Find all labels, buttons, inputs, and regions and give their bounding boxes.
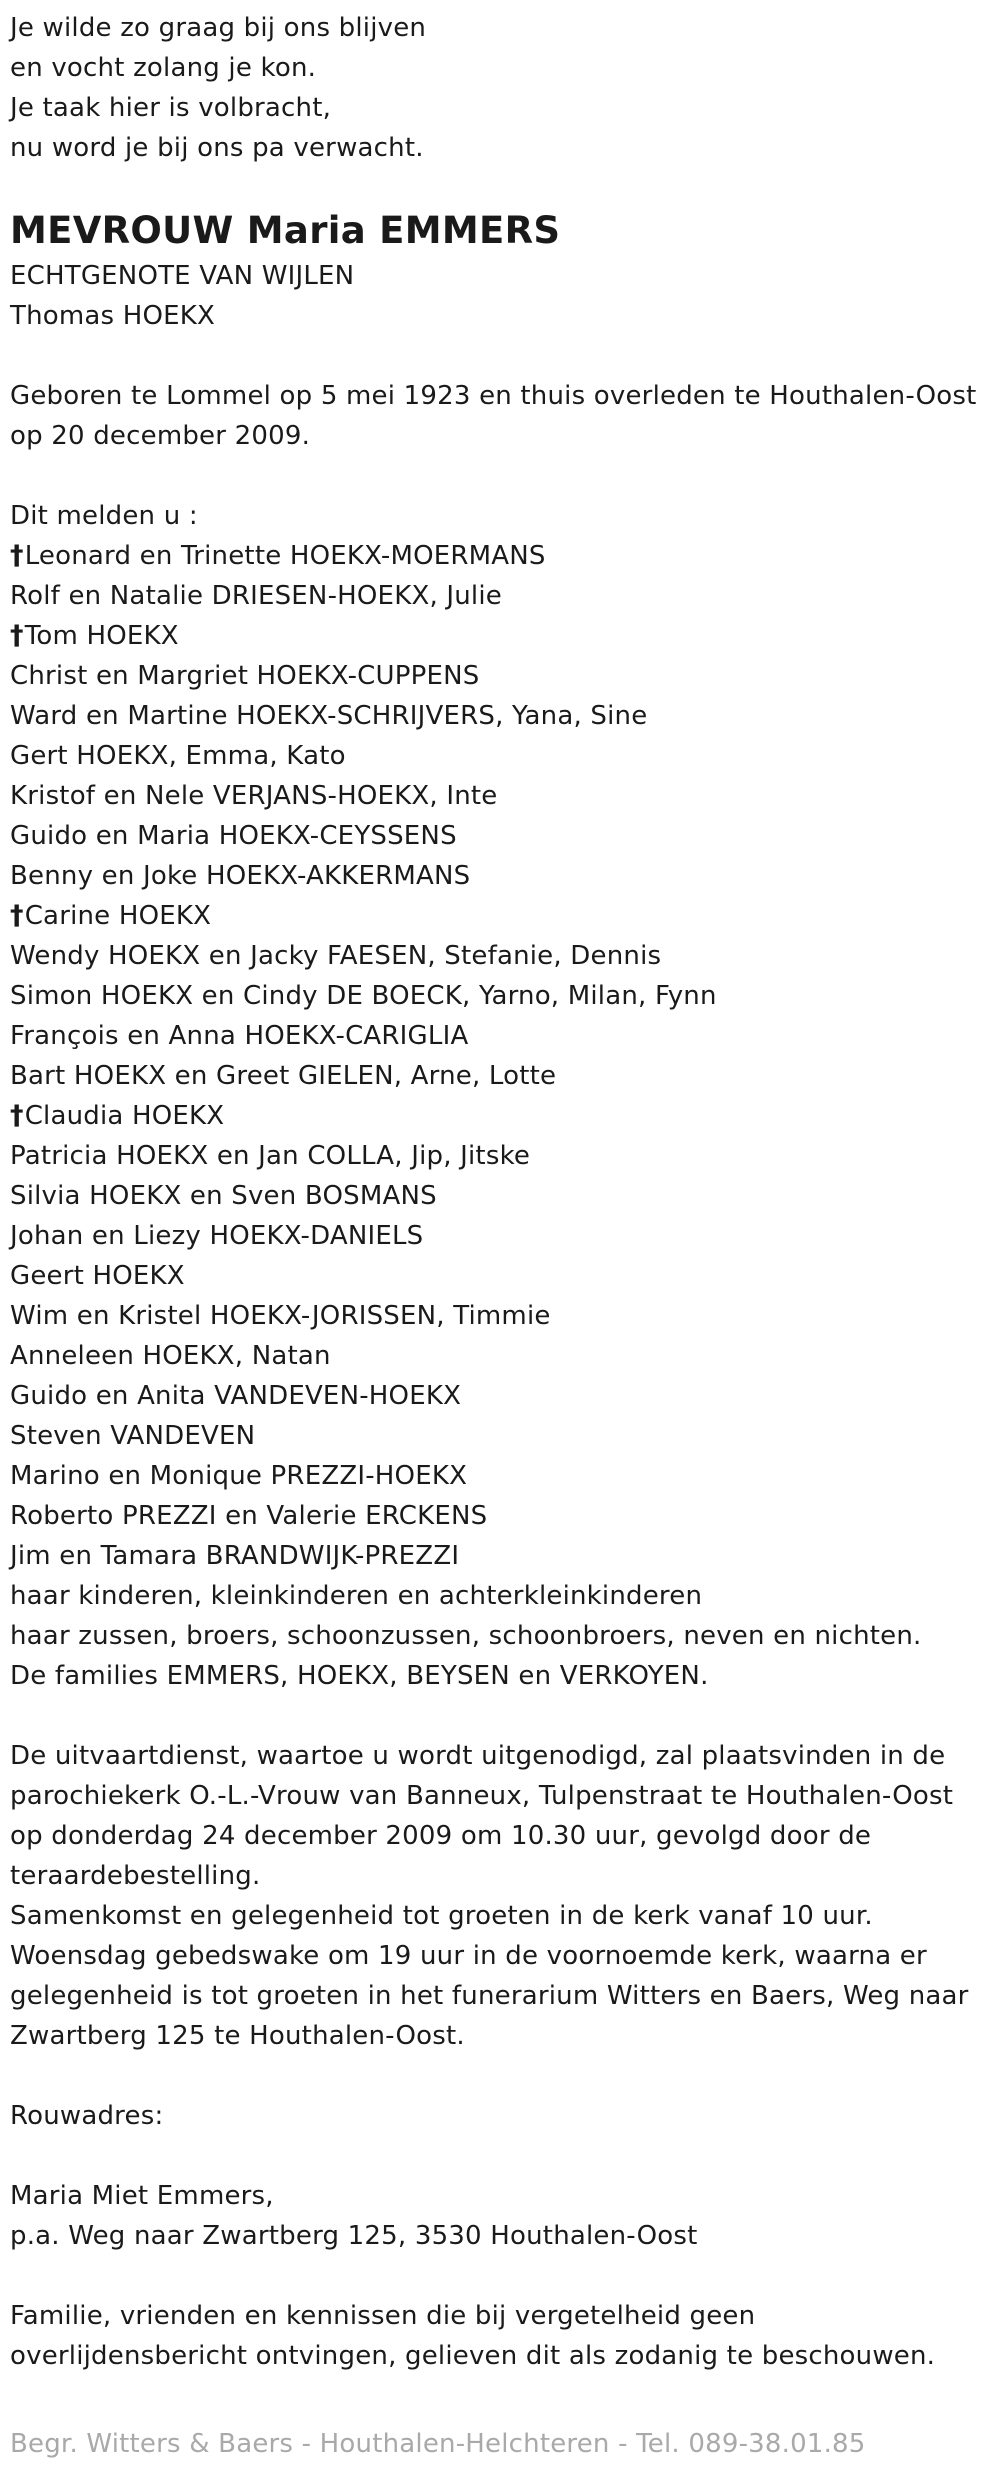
spacer bbox=[10, 336, 990, 376]
spacer bbox=[10, 2256, 990, 2296]
announcer-entry bbox=[10, 1136, 990, 1176]
funeral-line: parochiekerk O.-L.-Vrouw van Banneux, Tulpenstraat te Houthalen-Oost bbox=[10, 1781, 954, 1811]
announcer-entry bbox=[10, 936, 990, 976]
spacer bbox=[10, 2136, 990, 2176]
mourning-address-name: Maria Miet Emmers, bbox=[10, 2181, 274, 2211]
announcer-entry bbox=[10, 1496, 990, 1536]
announcer-name: Ward en Martine HOEKX-SCHRIJVERS, Yana, Sine bbox=[10, 701, 648, 731]
announcer-name: Rolf en Natalie DRIESEN-HOEKX, Julie bbox=[10, 581, 502, 611]
birth-death-line: Geboren te Lommel op 5 mei 1923 en thuis overleden te Houthalen-Oost bbox=[10, 381, 977, 411]
poem-line: en vocht zolang je kon. bbox=[10, 53, 317, 83]
funeral-line: op donderdag 24 december 2009 om 10.30 uur, gevolgd door de bbox=[10, 1821, 872, 1851]
announcer-name: haar zussen, broers, schoonzussen, schoonbroers, neven en nichten. bbox=[10, 1621, 922, 1651]
announcer-name: Leonard en Trinette HOEKX-MOERMANS bbox=[24, 541, 546, 571]
cross-icon: † bbox=[10, 900, 24, 931]
poem-line: nu word je bij ons pa verwacht. bbox=[10, 133, 424, 163]
funeral-details bbox=[10, 1736, 990, 2056]
cross-icon: † bbox=[10, 1100, 24, 1131]
announcer-name: haar kinderen, kleinkinderen en achterkleinkinderen bbox=[10, 1581, 703, 1611]
funeral-line: teraardebestelling. bbox=[10, 1861, 261, 1891]
announcer-entry bbox=[10, 1256, 990, 1296]
deceased-name: MEVROUW Maria EMMERS bbox=[10, 209, 561, 252]
announcer-name: Marino en Monique PREZZI-HOEKX bbox=[10, 1461, 468, 1491]
announcer-name: Patricia HOEKX en Jan COLLA, Jip, Jitske bbox=[10, 1141, 531, 1171]
closing-note bbox=[10, 2296, 990, 2376]
announcers-list bbox=[10, 536, 990, 1696]
announcer-entry bbox=[10, 736, 990, 776]
announcer-name: Benny en Joke HOEKX-AKKERMANS bbox=[10, 861, 471, 891]
announcers-intro: Dit melden u : bbox=[10, 501, 198, 531]
announcer-name: Wendy HOEKX en Jacky FAESEN, Stefanie, Dennis bbox=[10, 941, 662, 971]
announcer-entry bbox=[10, 1216, 990, 1256]
spouse-name: Thomas HOEKX bbox=[10, 301, 216, 331]
announcer-name: Wim en Kristel HOEKX-JORISSEN, Timmie bbox=[10, 1301, 551, 1331]
birth-death-info bbox=[10, 376, 990, 456]
funeral-line: Woensdag gebedswake om 19 uur in de voornoemde kerk, waarna er bbox=[10, 1941, 927, 1971]
announcer-name: Geert HOEKX bbox=[10, 1261, 185, 1291]
announcer-entry bbox=[10, 576, 990, 616]
funeral-line: Zwartberg 125 te Houthalen-Oost. bbox=[10, 2021, 465, 2051]
announcer-entry bbox=[10, 976, 990, 1016]
announcer-entry bbox=[10, 816, 990, 856]
announcer-entry bbox=[10, 696, 990, 736]
announcer-entry bbox=[10, 1616, 990, 1656]
announcer-entry bbox=[10, 656, 990, 696]
cross-icon: † bbox=[10, 620, 24, 651]
funeral-home-footer: Begr. Witters & Baers - Houthalen-Helchteren - Tel. 089-38.01.85 bbox=[10, 2429, 866, 2459]
announcer-name: De families EMMERS, HOEKX, BEYSEN en VERKOYEN. bbox=[10, 1661, 709, 1691]
obituary-notice bbox=[10, 8, 990, 2376]
announcer-name: Steven VANDEVEN bbox=[10, 1421, 256, 1451]
announcer-entry bbox=[10, 1576, 990, 1616]
announcer-entry bbox=[10, 1376, 990, 1416]
announcer-entry bbox=[10, 1016, 990, 1056]
announcer-entry bbox=[10, 896, 990, 936]
funeral-line: De uitvaartdienst, waartoe u wordt uitgenodigd, zal plaatsvinden in de bbox=[10, 1741, 946, 1771]
poem-line: Je taak hier is volbracht, bbox=[10, 93, 332, 123]
announcer-name: Tom HOEKX bbox=[24, 621, 179, 651]
announcer-name: Jim en Tamara BRANDWIJK-PREZZI bbox=[10, 1541, 460, 1571]
announcer-entry bbox=[10, 1336, 990, 1376]
announcer-name: François en Anna HOEKX-CARIGLIA bbox=[10, 1021, 469, 1051]
announcer-name: Silvia HOEKX en Sven BOSMANS bbox=[10, 1181, 437, 1211]
announcer-name: Gert HOEKX, Emma, Kato bbox=[10, 741, 346, 771]
spacer bbox=[10, 2056, 990, 2096]
funeral-line: Samenkomst en gelegenheid tot groeten in de kerk vanaf 10 uur. bbox=[10, 1901, 873, 1931]
closing-line: overlijdensbericht ontvingen, gelieven dit als zodanig te beschouwen. bbox=[10, 2341, 936, 2371]
announcer-entry bbox=[10, 1176, 990, 1216]
announcer-name: Guido en Anita VANDEVEN-HOEKX bbox=[10, 1381, 462, 1411]
announcer-name: Simon HOEKX en Cindy DE BOECK, Yarno, Milan, Fynn bbox=[10, 981, 717, 1011]
spacer bbox=[10, 1696, 990, 1736]
funeral-line: gelegenheid is tot groeten in het funerarium Witters en Baers, Weg naar bbox=[10, 1981, 969, 2011]
announcer-name: Carine HOEKX bbox=[24, 901, 212, 931]
cross-icon: † bbox=[10, 540, 24, 571]
announcer-entry bbox=[10, 776, 990, 816]
announcer-name: Kristof en Nele VERJANS-HOEKX, Inte bbox=[10, 781, 498, 811]
announcer-entry bbox=[10, 1096, 990, 1136]
birth-death-line: op 20 december 2009. bbox=[10, 421, 311, 451]
announcer-entry bbox=[10, 1056, 990, 1096]
announcer-name: Roberto PREZZI en Valerie ERCKENS bbox=[10, 1501, 488, 1531]
announcer-entry bbox=[10, 1456, 990, 1496]
announcer-name: Anneleen HOEKX, Natan bbox=[10, 1341, 331, 1371]
announcer-entry bbox=[10, 1536, 990, 1576]
announcer-entry bbox=[10, 856, 990, 896]
spacer bbox=[10, 456, 990, 496]
announcer-name: Claudia HOEKX bbox=[24, 1101, 225, 1131]
mourning-address-street: p.a. Weg naar Zwartberg 125, 3530 Houthalen-Oost bbox=[10, 2221, 698, 2251]
announcer-name: Guido en Maria HOEKX-CEYSSENS bbox=[10, 821, 457, 851]
announcer-entry bbox=[10, 536, 990, 576]
announcer-name: Christ en Margriet HOEKX-CUPPENS bbox=[10, 661, 480, 691]
mourning-address-label: Rouwadres: bbox=[10, 2101, 164, 2131]
poem-line: Je wilde zo graag bij ons blijven bbox=[10, 13, 427, 43]
announcer-entry bbox=[10, 1416, 990, 1456]
poem bbox=[10, 8, 990, 168]
announcer-entry bbox=[10, 1296, 990, 1336]
announcer-name: Bart HOEKX en Greet GIELEN, Arne, Lotte bbox=[10, 1061, 557, 1091]
closing-line: Familie, vrienden en kennissen die bij vergetelheid geen bbox=[10, 2301, 756, 2331]
announcer-entry bbox=[10, 1656, 990, 1696]
spouse-label: ECHTGENOTE VAN WIJLEN bbox=[10, 261, 355, 291]
announcer-entry bbox=[10, 616, 990, 656]
announcer-name: Johan en Liezy HOEKX-DANIELS bbox=[10, 1221, 424, 1251]
